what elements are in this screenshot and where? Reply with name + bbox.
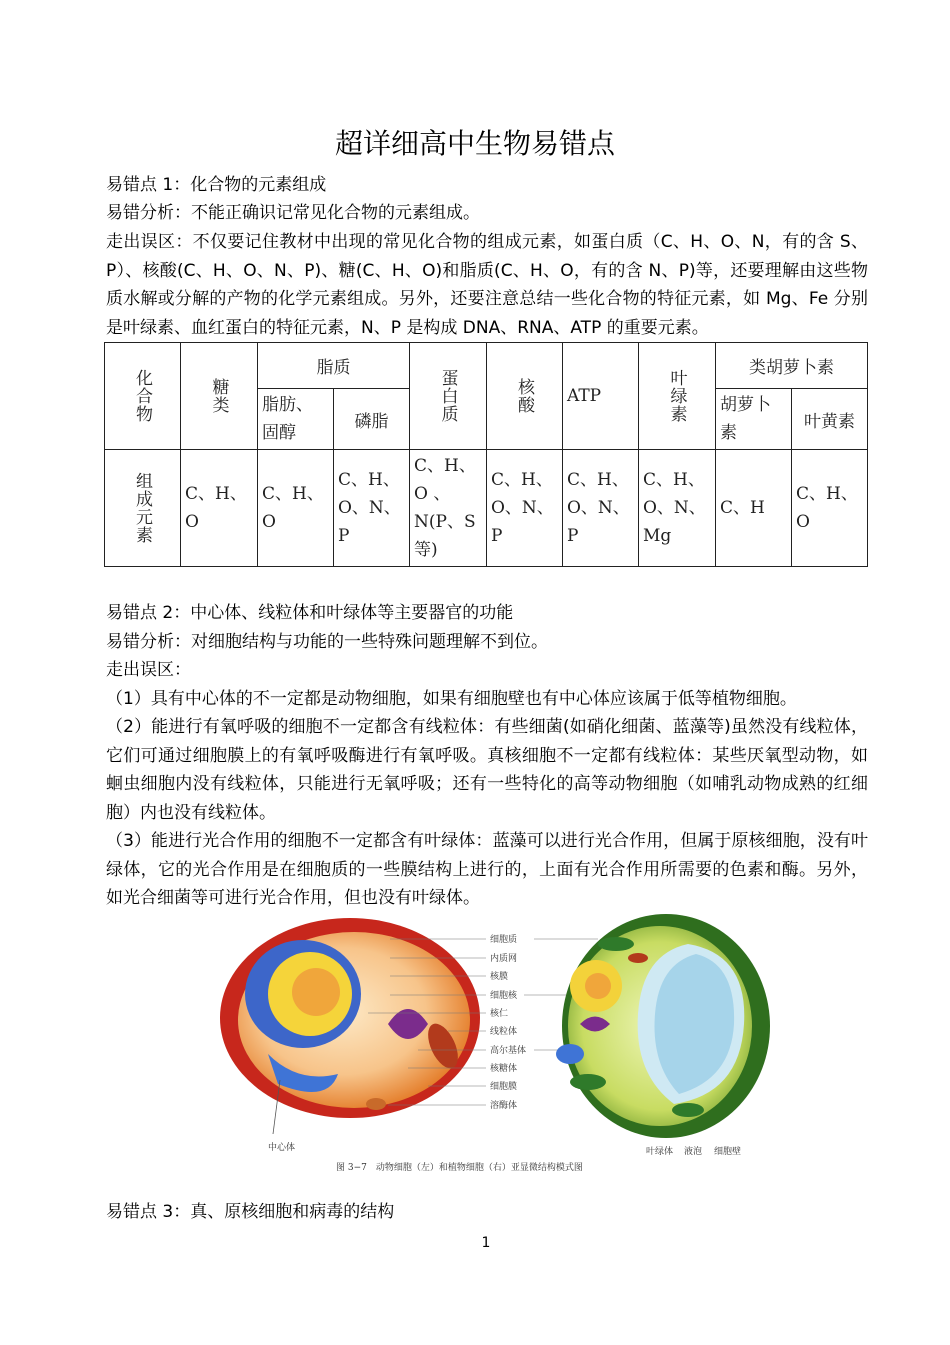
header-xanthophyll: 叶黄素 — [792, 389, 868, 450]
label-er: 内质网 — [490, 954, 518, 964]
point2-item2: （2）能进行有氧呼吸的细胞不一定都含有线粒体：有些细菌(如硝化细菌、蓝藻等)虽然没有线粒体，它们可通过细胞膜上的有氧呼吸酶进行有氧呼吸。真核细胞不一定都有线粒体：某些厌氧型动物，如蛔虫细胞内没有线粒体，只能进行无氧呼吸；还有一些特化的高等动物细胞（如哺乳动物成熟的红细胞）内也没有线粒体。 — [106, 717, 868, 823]
header-carotene: 胡萝卜素 — [716, 389, 792, 450]
cell-structure-figure — [218, 914, 770, 1186]
point2-item1: （1）具有中心体的不一定都是动物细胞，如果有细胞壁也有中心体应该属于低等植物细胞。 — [106, 689, 797, 709]
point2-analysis: 易错分析：对细胞结构与功能的一些特殊问题理解不到位。 — [106, 632, 548, 652]
cell-atp: C、H、O、N、P — [563, 450, 639, 567]
cell-nucleic-acid: C、H、O、N、P — [487, 450, 563, 567]
header-chlorophyll: 叶绿素 — [666, 369, 687, 423]
point1-heading: 易错点 1：化合物的元素组成 — [106, 175, 327, 195]
row-label-elements: 组成元素 — [132, 472, 152, 544]
page-number: 1 — [481, 1235, 491, 1251]
cell-xanthophyll: C、H、O — [792, 450, 868, 567]
label-cytoplasm: 细胞质 — [490, 935, 518, 945]
header-sugar: 糖类 — [208, 378, 229, 414]
header-lipid: 脂质 — [258, 343, 410, 389]
point2-fix-label: 走出误区： — [106, 660, 191, 680]
cell-fat: C、H、O — [258, 450, 334, 567]
label-lysosome: 溶酶体 — [490, 1101, 518, 1111]
element-composition-table — [104, 342, 868, 567]
page-title: 超详细高中生物易错点 — [334, 127, 615, 160]
cell-protein: C、H、O 、N(P、S 等) — [410, 450, 487, 567]
cell-sugar: C、H、O — [181, 450, 258, 567]
label-nucleolus: 核仁 — [490, 1009, 509, 1019]
header-fat-sterol: 脂肪、固醇 — [258, 389, 334, 450]
cell-phospholipid: C、H、O、N、P — [334, 450, 410, 567]
label-chloroplast: 叶绿体 — [646, 1147, 674, 1157]
label-nuclear-membrane: 核膜 — [490, 972, 509, 982]
header-phospholipid: 磷脂 — [334, 389, 410, 450]
header-atp: ATP — [563, 343, 639, 450]
label-mitochondrion: 线粒体 — [490, 1027, 518, 1037]
label-golgi: 高尔基体 — [490, 1046, 527, 1056]
cell-chlorophyll: C、H、O、N、Mg — [639, 450, 716, 567]
label-nucleus: 细胞核 — [490, 991, 518, 1001]
point2-item3: （3）能进行光合作用的细胞不一定都含有叶绿体：蓝藻可以进行光合作用，但属于原核细胞，没有叶绿体，它的光合作用是在细胞质的一些膜结构上进行的，上面有光合作用所需要的色素和酶。另外，如光合细菌等可进行光合作用，但也没有叶绿体。 — [106, 831, 868, 908]
figure-caption: 图 3−7 动物细胞（左）和植物细胞（右）亚显微结构模式图 — [336, 1163, 583, 1173]
label-centrosome: 中心体 — [268, 1143, 296, 1153]
header-compound: 化合物 — [132, 369, 152, 423]
cell-carotene: C、H — [716, 450, 792, 567]
label-vacuole: 液泡 — [684, 1147, 703, 1157]
label-cell-membrane: 细胞膜 — [490, 1082, 518, 1092]
point1-analysis: 易错分析：不能正确识记常见化合物的元素组成。 — [106, 203, 480, 223]
header-nucleic-acid: 核酸 — [514, 378, 534, 414]
point2-heading: 易错点 2：中心体、线粒体和叶绿体等主要器官的功能 — [106, 603, 514, 623]
label-ribosome: 核糖体 — [490, 1064, 518, 1074]
point1-fix: 走出误区：不仅要记住教材中出现的常见化合物的组成元素，如蛋白质（C、H、O、N，有的含 S、P）、核酸(C、H、O、N、P)、糖(C、H、O)和脂质(C、H、O，有的含 N、P)等，还要理解由这些物质水解或分解的产物的化学元素组成。另外，还要注意总结一些化合物的特征元素，如 Mg、Fe 分别是叶绿素、血红蛋白的特征元素，N、P 是构成 DNA、RNA、ATP 的重要元素。 — [106, 232, 868, 338]
header-protein: 蛋白质 — [437, 369, 458, 423]
animal-cell — [220, 918, 480, 1134]
header-carotenoid: 类胡萝卜素 — [716, 343, 868, 389]
plant-cell — [556, 914, 770, 1138]
point3-heading: 易错点 3：真、原核细胞和病毒的结构 — [106, 1202, 395, 1222]
label-cell-wall: 细胞壁 — [714, 1147, 742, 1157]
